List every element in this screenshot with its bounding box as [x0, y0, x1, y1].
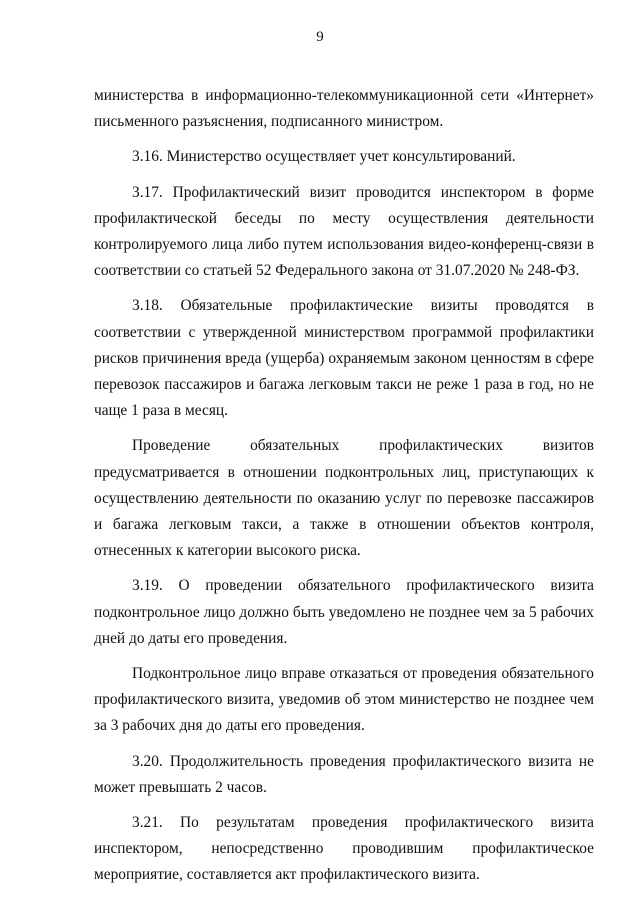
paragraph-3-21: 3.21. По результатам проведения профилактического визита инспектором, непосредственно проводившим профилактическое мероприятие, составляется акт профилактического визита.: [94, 814, 594, 884]
paragraph-continuation: министерства в информационно-телекоммуникационной сети «Интернет» письменного разъяснения, подписанного министром.: [94, 87, 594, 131]
paragraph-3-19-refusal: Подконтрольное лицо вправе отказаться от проведения обязательного профилактического визита, уведомив об этом министерство не позднее чем за 3 рабочих дня до даты его проведения.: [94, 665, 594, 735]
paragraph-3-20: 3.20. Продолжительность проведения профилактического визита не может превышать 2 часов.: [94, 752, 594, 796]
page-number: 9: [316, 29, 324, 45]
paragraph-3-17: 3.17. Профилактический визит проводится инспектором в форме профилактической беседы по месту осуществления деятельности контролируемого лица либо путем использования видео-конференц-связи в соответствии со статьей 52 Федерального закона от 31.07.2020 № 248-ФЗ.: [94, 183, 594, 280]
paragraph-3-18-mandatory-visits: Проведение обязательных профилактических визитов предусматривается в отношении подконтрольных лиц, приступающих к осуществлению деятельности по оказанию услуг по перевозке пассажиров и багажа легковым такси, а также в отношении объектов контроля, отнесенных к категории высокого риска.: [94, 437, 594, 560]
paragraph-3-19: 3.19. О проведении обязательного профилактического визита подконтрольное лицо должно быть уведомлено не позднее чем за 5 рабочих дней до даты его проведения.: [94, 577, 594, 647]
paragraph-3-16: 3.16. Министерство осуществляет учет консультирований.: [132, 148, 516, 166]
paragraph-3-18: 3.18. Обязательные профилактические визиты проводятся в соответствии с утвержденной министерством программой профилактики рисков причинения вреда (ущерба) охраняемым законом ценностям в сфере перевозок пассажиров и багажа легковым такси не реже 1 раза в год, но не чаще 1 раза в месяц.: [94, 297, 594, 420]
document-body: [94, 83, 594, 898]
